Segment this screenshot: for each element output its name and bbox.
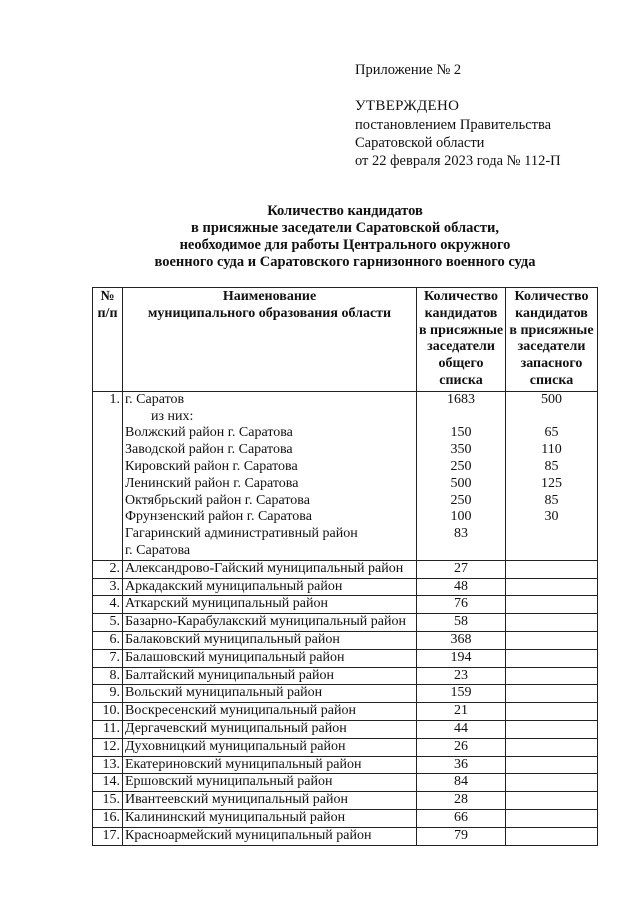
row-num: 12. (93, 738, 123, 756)
row-reserve (506, 809, 598, 827)
row-num: 4. (93, 596, 123, 614)
table-row-saratov (93, 391, 598, 560)
row-num: 11. (93, 720, 123, 738)
table-row (93, 631, 598, 649)
row-reserve (506, 649, 598, 667)
row-general: 84 (417, 774, 506, 792)
row-general: 79 (417, 827, 506, 845)
row-reserve (506, 596, 598, 614)
table-row (93, 578, 598, 596)
table-row (93, 667, 598, 685)
row-general: 44 (417, 720, 506, 738)
approved-label: УТВЕРЖДЕНО (355, 98, 460, 114)
row-general: 21 (417, 703, 506, 721)
row-reserve: 500 65 110 85 125 85 30 (506, 391, 598, 560)
row-general: 58 (417, 614, 506, 632)
row-name: Духовницкий муниципальный район (123, 738, 417, 756)
row-reserve (506, 614, 598, 632)
row-num: 9. (93, 685, 123, 703)
approval-line-2: Саратовской области (355, 135, 485, 151)
header-general-list: Количество кандидатов в присяжные заседатели общего списка (417, 288, 506, 392)
appendix-label: Приложение № 2 (355, 62, 462, 78)
row-general: 27 (417, 560, 506, 578)
table-row (93, 614, 598, 632)
row-reserve (506, 703, 598, 721)
row-reserve (506, 827, 598, 845)
row-num: 15. (93, 792, 123, 810)
row-name: Аткарский муниципальный район (123, 596, 417, 614)
row-reserve (506, 667, 598, 685)
row-num: 2. (93, 560, 123, 578)
row-name: Вольский муниципальный район (123, 685, 417, 703)
row-reserve (506, 720, 598, 738)
row-num: 13. (93, 756, 123, 774)
row-name: г. Саратов из них: Волжский район г. Саратова Заводской район г. Саратова Кировский район г. Саратова Ленинский район г. Саратова Октябрьский район г. Саратова Фрунзенский район г. Саратова Гагаринский административный район г. Саратова (123, 391, 417, 560)
row-name: Балаковский муниципальный район (123, 631, 417, 649)
row-name: Базарно-Карабулакский муниципальный район (123, 614, 417, 632)
row-reserve (506, 560, 598, 578)
row-num: 16. (93, 809, 123, 827)
table-row (93, 649, 598, 667)
row-reserve (506, 774, 598, 792)
row-num: 8. (93, 667, 123, 685)
row-general: 36 (417, 756, 506, 774)
row-num: 10. (93, 703, 123, 721)
row-name: Ершовский муниципальный район (123, 774, 417, 792)
row-name: Красноармейский муниципальный район (123, 827, 417, 845)
row-name: Балашовский муниципальный район (123, 649, 417, 667)
document-title-line-1: Количество кандидатов (267, 203, 423, 219)
row-num: 7. (93, 649, 123, 667)
row-reserve (506, 578, 598, 596)
row-num: 3. (93, 578, 123, 596)
document-title-line-2: в присяжные заседатели Саратовской области, (191, 220, 499, 236)
row-num: 5. (93, 614, 123, 632)
document-title-line-4: военного суда и Саратовского гарнизонного военного суда (154, 254, 536, 270)
row-name: Ивантеевский муниципальный район (123, 792, 417, 810)
table-header-row (93, 288, 598, 392)
table-row (93, 774, 598, 792)
row-name: Аркадакский муниципальный район (123, 578, 417, 596)
table-row (93, 756, 598, 774)
row-name: Балтайский муниципальный район (123, 667, 417, 685)
row-name: Екатериновский муниципальный район (123, 756, 417, 774)
row-reserve (506, 631, 598, 649)
row-general: 23 (417, 667, 506, 685)
candidates-table (92, 287, 598, 846)
row-general: 159 (417, 685, 506, 703)
row-general: 28 (417, 792, 506, 810)
table-row (93, 720, 598, 738)
row-name: Воскресенский муниципальный район (123, 703, 417, 721)
row-num: 6. (93, 631, 123, 649)
header-reserve-list: Количество кандидатов в присяжные заседатели запасного списка (506, 288, 598, 392)
header-name: Наименование муниципального образования области (123, 288, 417, 392)
row-name: Александрово-Гайский муниципальный район (123, 560, 417, 578)
row-reserve (506, 756, 598, 774)
table-row (93, 685, 598, 703)
row-name: Дергачевский муниципальный район (123, 720, 417, 738)
table-row (93, 596, 598, 614)
row-reserve (506, 738, 598, 756)
row-general: 1683 150 350 250 500 250 100 83 (417, 391, 506, 560)
row-num: 1. (93, 391, 123, 560)
table-row (93, 827, 598, 845)
table-row (93, 792, 598, 810)
row-num: 14. (93, 774, 123, 792)
row-general: 76 (417, 596, 506, 614)
row-reserve (506, 685, 598, 703)
row-general: 368 (417, 631, 506, 649)
row-general: 48 (417, 578, 506, 596)
row-num: 17. (93, 827, 123, 845)
row-reserve (506, 792, 598, 810)
document-title-line-3: необходимое для работы Центрального окружного (179, 237, 511, 253)
table-row (93, 738, 598, 756)
header-num: № п/п (93, 288, 123, 392)
approval-line-3: от 22 февраля 2023 года № 112-П (355, 153, 561, 169)
row-name: Калининский муниципальный район (123, 809, 417, 827)
table-row (93, 703, 598, 721)
approval-line-1: постановлением Правительства (355, 117, 552, 133)
row-general: 26 (417, 738, 506, 756)
table-row (93, 809, 598, 827)
row-general: 194 (417, 649, 506, 667)
row-general: 66 (417, 809, 506, 827)
table-row (93, 560, 598, 578)
